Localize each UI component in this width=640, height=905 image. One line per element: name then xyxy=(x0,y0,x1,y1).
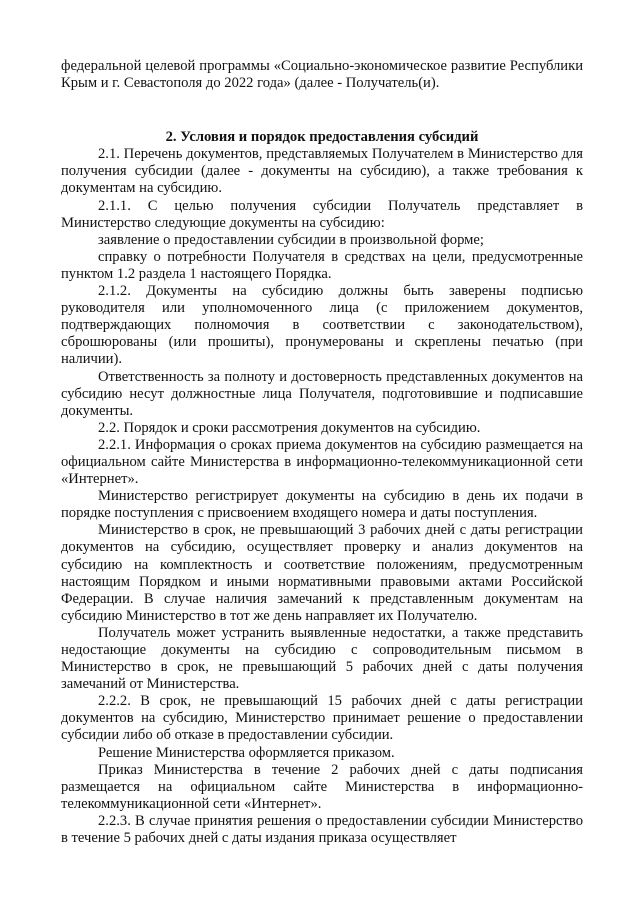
paragraph-2-1: 2.1. Перечень документов, представляемых Получателем в Министерство для получения субсидии (далее - документы на субсидию), а также требования к документам на субсидию. xyxy=(61,146,583,197)
paragraph-2-1-1: 2.1.1. С целью получения субсидии Получатель представляет в Министерство следующие документы на субсидию: xyxy=(61,197,583,231)
paragraph-2-2: 2.2. Порядок и сроки рассмотрения документов на субсидию. xyxy=(98,419,481,436)
paragraph-order-publication: Приказ Министерства в течение 2 рабочих дней с даты подписания размещается на официальном сайте Министерства в информационно-телекоммуникационной сети «Интернет». xyxy=(61,761,583,812)
list-item-application: заявление о предоставлении субсидии в произвольной форме; xyxy=(98,231,484,248)
paragraph-registration: Министерство регистрирует документы на субсидию в день их подачи в порядке поступления с присвоением входящего номера и даты поступления. xyxy=(61,488,583,522)
paragraph-corrections: Получатель может устранить выявленные недостатки, а также представить недостающие документы на субсидию с сопроводительным письмом в Министерство в срок, не превышающий 5 рабочих дней с даты получения замечаний от Министерства. xyxy=(61,624,583,693)
intro-paragraph: федеральной целевой программы «Социально-экономическое развитие Республики Крым и г. Севастополя до 2022 года» (далее - Получатель(и). xyxy=(61,58,583,92)
paragraph-2-1-2: 2.1.2. Документы на субсидию должны быть заверены подписью руководителя или уполномоченного лица (с приложением документов, подтверждающих полномочия в соответствии с законодательством), сброшюрованы (или прошиты), пронумерованы и скреплены печатью (при наличии). xyxy=(61,283,583,368)
paragraph-2-2-2: 2.2.2. В срок, не превышающий 15 рабочих дней с даты регистрации документов на субсидию, Министерство принимает решение о предоставлении субсидии либо об отказе в предоставлении субсидии. xyxy=(61,693,583,744)
paragraph-review: Министерство в срок, не превышающий 3 рабочих дней с даты регистрации документов на субсидию, осуществляет проверку и анализ документов на субсидию на комплектность и соответствие положениям, предусмотренным настоящим Порядком и иными нормативными правовыми актами Российской Федерации. В случае наличия замечаний к представленным документам на субсидию Министерство в тот же день направляет их Получателю. xyxy=(61,522,583,624)
paragraph-2-2-1: 2.2.1. Информация о сроках приема документов на субсидию размещается на официальном сайте Министерства в информационно-телекоммуникационной сети «Интернет». xyxy=(61,436,583,488)
list-item-reference: справку о потребности Получателя в средствах на цели, предусмотренные пунктом 1.2 раздела 1 настоящего Порядка. xyxy=(61,248,583,282)
paragraph-decision: Решение Министерства оформляется приказом. xyxy=(98,744,395,761)
document-page xyxy=(61,58,583,847)
paragraph-2-2-3: 2.2.3. В случае принятия решения о предоставлении субсидии Министерство в течение 5 рабочих дней с даты издания приказа осуществляет xyxy=(61,812,583,847)
paragraph-responsibility: Ответственность за полноту и достоверность представленных документов на субсидию несут должностные лица Получателя, подготовившие и подписавшие документы. xyxy=(61,368,583,419)
section-heading: 2. Условия и порядок предоставления субсидий xyxy=(165,129,479,146)
